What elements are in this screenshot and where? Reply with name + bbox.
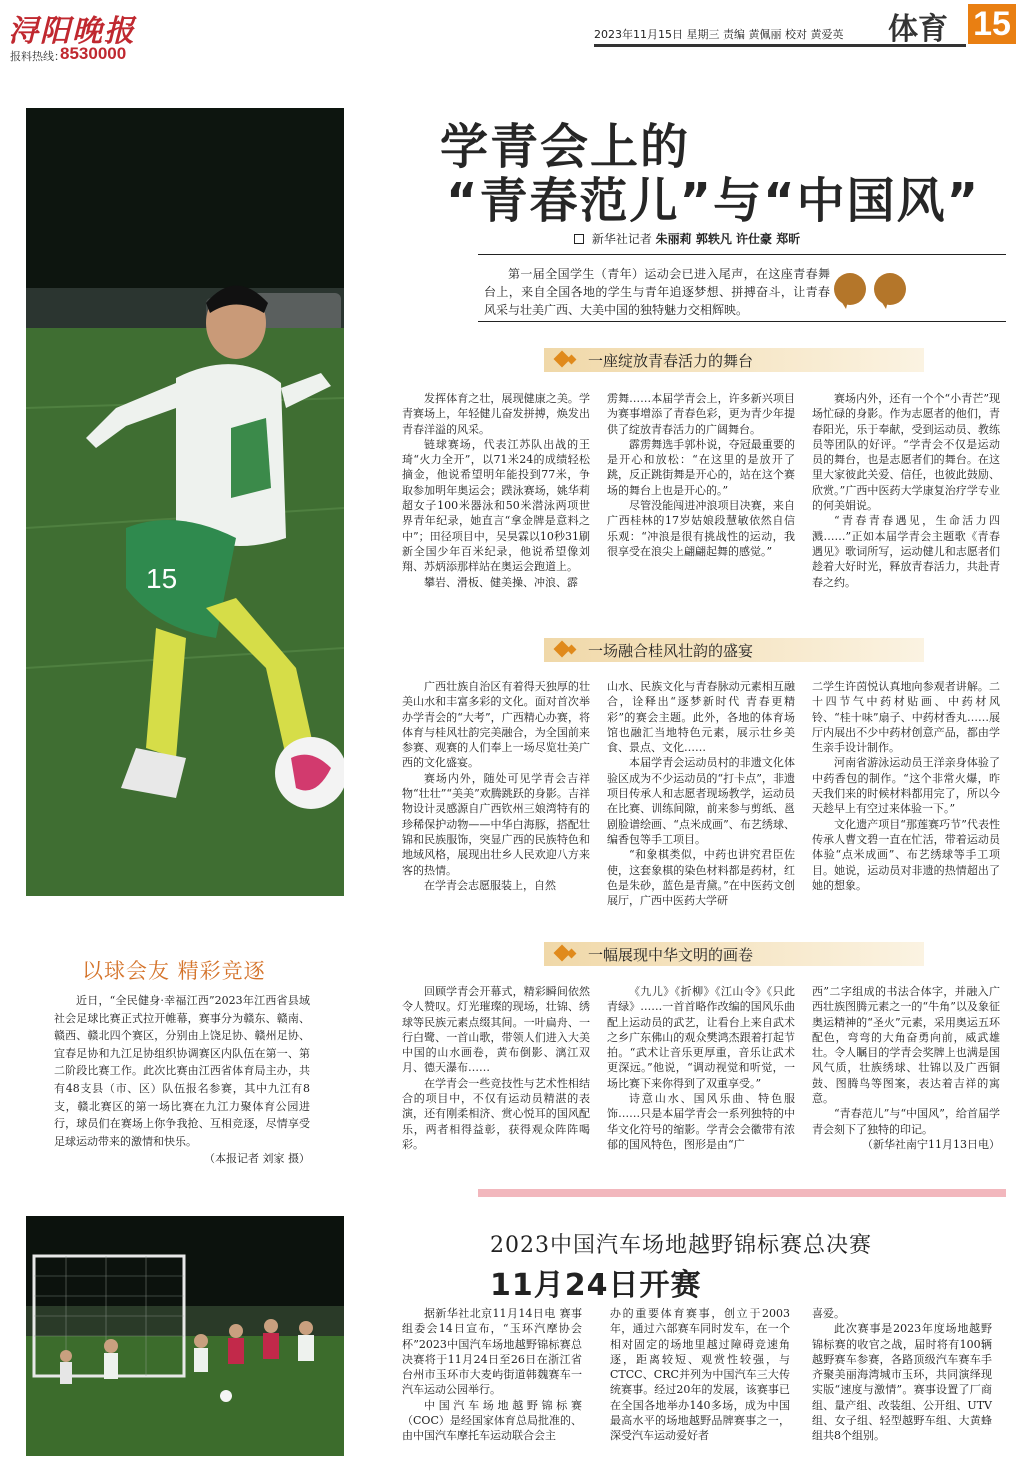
paragraph: 尽管没能闯进冲浪项目决赛，来自广西桂林的17岁姑娘段慧敏依然自信乐观：“冲浪是很有挑战性的运动，我很享受在浪尖上翩翩起舞的感觉。” bbox=[607, 499, 795, 558]
photo-caption-text bbox=[54, 992, 310, 1168]
paragraph: 霹雳舞选手郭朴说，夺冠最重要的是开心和放松：“在这里的是放开了跳，反正跳街舞是开心的，站在这个赛场的舞台上也是开心的。” bbox=[607, 437, 795, 497]
paragraph: 二学生许茵悦认真地向参观者讲解。二十四节气中药材贴画、中药材风铃、“桂十味”扇子、中药材香丸……展厅内展出不少中药材创意产品，都由学生亲手设计制作。 bbox=[812, 680, 1000, 755]
masthead-logo: 浔阳晚报 bbox=[8, 14, 136, 49]
section-header-2 bbox=[544, 638, 924, 662]
paragraph: 广西壮族自治区有着得天独厚的壮美山水和丰富多彩的文化。面对首次举办学青会的“大考”，广西精心办赛，将体育与桂风壮韵完美融合，为全国前来参赛、观赛的人们奉上一场尽览壮美广西的文化盛宴。 bbox=[402, 680, 590, 770]
photo-caption-title: 以球会友 精彩竞逐 bbox=[82, 959, 266, 983]
main-headline-line2: “青春范儿”与“中国风” bbox=[446, 173, 981, 229]
paragraph: 雳舞……本届学青会上，许多新兴项目为赛事增添了青春色彩，更为青少年提供了绽放青春活力的广阔舞台。 bbox=[607, 392, 795, 436]
section-header-1 bbox=[544, 348, 924, 372]
diamond-icon bbox=[567, 355, 577, 365]
section-title: 体育 bbox=[888, 12, 948, 47]
article2-headline-line2: 11月24日开赛 bbox=[490, 1268, 702, 1303]
paragraph: 《九儿》《折柳》《江山令》《只此青绿》……一首首略作改编的国风乐曲配上运动员的武艺，让看台上来自武术之乡广东佛山的观众樊鸿杰跟着打起节拍。“武术让音乐更厚重，音乐让武术更深远。”他说，“调动视觉和听觉，一场比赛下来你得到了双重享受。” bbox=[607, 985, 795, 1090]
caption-credit: （本报记者 刘家 摄） bbox=[204, 1152, 310, 1166]
photo-soccer-player bbox=[26, 108, 344, 896]
lead-paragraph: 第一届全国学生（青年）运动会已进入尾声，在这座青春舞台上，来自全国各地的学生与青年追逐梦想、拼搏奋斗，让青春风采与壮美广西、大美中国的独特魅力交相辉映。 bbox=[484, 267, 830, 317]
quote-mark-tail-icon bbox=[876, 293, 890, 309]
diamond-icon bbox=[567, 949, 577, 959]
quote-mark-tail-icon bbox=[836, 293, 850, 309]
a2-column-3 bbox=[812, 1306, 992, 1444]
paragraph: 办的重要体育赛事，创立于2003年，通过六部赛车同时发车，在一个相对固定的场地里越过障碍竞速角逐，距离较短、观赏性较强，与CTCC、CRC并列为中国汽车三大传统赛事。经过20年的发展，该赛事已在全国各地举办140多场，成为中国最高水平的场地越野品牌赛事之一，深受汽车运动爱好者 bbox=[610, 1307, 790, 1443]
paragraph: 文化遗产项目“那莲赛巧节”代表性传承人曹文碧一直在忙活，带着运动员体验“点米成画”、布艺绣球等手工项目。她说，运动员对非遗的热情超出了她的想象。 bbox=[812, 817, 1000, 892]
diamond-icon bbox=[567, 645, 577, 655]
byline-names: 朱丽莉 郭轶凡 许仕豪 郑昕 bbox=[655, 232, 801, 246]
byline-box-icon bbox=[574, 234, 584, 244]
editor-credits: 责编 黄佩丽 校对 黄爱英 bbox=[723, 28, 844, 41]
paragraph: 链球赛场，代表江苏队出战的王琦“火力全开”，以71米24的成绩轻松摘金，他说希望明年能投到77米，争取参加明年奥运会；蹼泳赛场，姚华莉超女子100米器泳和50米潜泳两项世界青年纪录，她直言“拿金牌是意料之中”；田径项目中，吴昊霖以10秒31刷新全国少年百米纪录，他说希望像刘翔、苏炳添那样站在奥运会跑道上。 bbox=[402, 437, 590, 574]
soccer-player-illustration bbox=[26, 108, 344, 896]
a2-column-2 bbox=[610, 1306, 790, 1444]
paragraph: “青春青春遇见，生命活力四溅……”正如本届学青会主题歌《青春遇见》歌词所写，运动健儿和志愿者们趁着大好时光，释放青春活力，共赴青春之约。 bbox=[812, 514, 1000, 589]
paragraph: 赛场内外，随处可见学青会吉祥物“壮壮”“美美”欢腾跳跃的身影。吉祥物设计灵感源自广西钦州三娘湾特有的珍稀保护动物——中华白海豚，搭配壮锦和民族服饰，突显广西的民族特色和地域风格，展现出壮乡人民欢迎八方来客的热情。 bbox=[402, 771, 590, 877]
article-divider bbox=[478, 1189, 1006, 1197]
paragraph: 喜爱。 bbox=[812, 1307, 845, 1320]
paragraph: 赛场内外，还有一个个“小青芒”现场忙碌的身影。作为志愿者的他们，青春阳光，乐于奉献，受到运动员、教练员等团队的好评。“学青会不仅是运动员的舞台，也是志愿者们的舞台。在这里大家彼此关爱、信任，也彼此鼓励、欣赏。”广西中医药大学康复治疗学专业的何美娟说。 bbox=[812, 392, 1000, 513]
paragraph: 发挥体育之壮，展现健康之美。学青赛场上，年轻健儿奋发拼搏，焕发出青春洋溢的风采。 bbox=[402, 392, 590, 436]
jersey-number: 15 bbox=[146, 563, 178, 594]
s2-column-2 bbox=[607, 679, 795, 908]
paragraph: 在学青会志愿服装上，自然 bbox=[424, 878, 556, 892]
hotline-label: 报料热线： bbox=[10, 50, 65, 63]
photo-soccer-match bbox=[26, 1216, 344, 1456]
paragraph: 河南省游泳运动员王洋亲身体验了中药香包的制作。“这个非常火爆，昨天我们来的时候材料都用完了，所以今天趁早上有空过来体验一下。” bbox=[812, 756, 1000, 816]
paragraph: “和象棋类似，中药也讲究君臣佐使，这套象棋的染色材料都是药材，红色是朱砂，蓝色是青黛。”在中医药文创展厅，广西中医药大学研 bbox=[607, 848, 795, 908]
issue-date: 2023年11月15日 星期三 bbox=[594, 28, 720, 41]
s2-column-1 bbox=[402, 679, 590, 893]
paragraph: 中国汽车场地越野锦标赛（COC）是经国家体育总局批准的、由中国汽车摩托车运动联合会主 bbox=[402, 1398, 582, 1443]
paragraph: 据新华社北京11月14日电 赛事组委会14日宣布，“玉环汽摩协会杯”2023中国汽车场地越野锦标赛总决赛将于11月24日至26日在浙江省台州市玉环市大麦屿街道韩魏赛车一汽车运动公园举行。 bbox=[402, 1307, 582, 1397]
s3-column-3 bbox=[812, 984, 1000, 1152]
paragraph: 攀岩、滑板、健美操、冲浪、霹 bbox=[424, 575, 578, 589]
paragraph: 本届学青会运动员村的非遗文化体验区成为不少运动员的“打卡点”，非遗项目传承人和志愿者现场教学，运动员在比赛、训练间隙，前来参与剪纸、邕剧脸谱绘画、“点米成画”、布艺绣球、编香包等手工项目。 bbox=[607, 756, 795, 846]
byline-prefix: 新华社记者 bbox=[591, 232, 652, 246]
s1-column-1 bbox=[402, 391, 590, 590]
paragraph: “青春范儿”与“中国风”，给首届学青会刻下了独特的印记。 bbox=[812, 1107, 1000, 1136]
a2-column-1 bbox=[402, 1306, 582, 1444]
page-number: 15 bbox=[968, 4, 1016, 44]
main-headline-line1: 学青会上的 bbox=[440, 119, 691, 175]
dateline: （新华社南宁11月13日电） bbox=[862, 1137, 1000, 1151]
section-title-3: 一幅展现中华文明的画卷 bbox=[588, 946, 754, 964]
header-date-editor bbox=[594, 26, 844, 42]
hotline-number: 8530000 bbox=[60, 44, 127, 63]
s1-column-3 bbox=[812, 391, 1000, 590]
section-title-1: 一座绽放青春活力的舞台 bbox=[588, 352, 754, 370]
paragraph: 西”二字组成的书法合体字，并融入广西壮族图腾元素之一的“牛角”以及象征奥运精神的“圣火”元素，采用奥运五环配色，弯弯的大角奋勇向前，威武雄壮。令人瞩目的学青会奖牌上也满是国风气质，壮族绣球、壮锦以及广西铜鼓、图腾鸟等图案，表达着吉祥的寓意。 bbox=[812, 985, 1000, 1106]
s1-column-2 bbox=[607, 391, 795, 559]
paragraph: 在学青会一些竞技性与艺术性相结合的项目中，不仅有运动员精湛的表演，还有刚柔相济、赏心悦耳的国风配乐，两者相得益彰，获得观众阵阵喝彩。 bbox=[402, 1076, 590, 1151]
paragraph: 此次赛事是2023年度场地越野锦标赛的收官之战，届时将有100辆越野赛车参赛，各路顶级汽车赛车手齐聚美丽海湾城市玉环，共同演绎现实版“速度与激情”。赛事设置了厂商组、量产组、改装组、公开组、UTV组、女子组、轻型越野车组、大黄蜂组共8个组别。 bbox=[812, 1322, 992, 1443]
section-header-3 bbox=[544, 942, 924, 966]
section-title-2: 一场融合桂风壮韵的盛宴 bbox=[588, 642, 754, 660]
article2-headline-line1: 2023中国汽车场地越野锦标赛总决赛 bbox=[490, 1233, 872, 1258]
paragraph: 山水、民族文化与青春脉动元素相互融合，诠释出“逐梦新时代 青春更精彩”的赛会主题。此外，各地的体育场馆也融汇当地特色元素，展示壮乡美食、景点、文化…… bbox=[607, 680, 795, 755]
s2-column-3 bbox=[812, 679, 1000, 893]
caption-body: 近日，“全民健身·幸福江西”2023年江西省县域社会足球比赛正式拉开帷幕，赛事分为赣东、赣南、赣西、赣北四个赛区，分别由上饶足协、赣州足协、宜春足协和九江足协组织协调赛区内队伍在第一、第二阶段比赛工作。此次比赛由江西省体育局主办，共有48支县（市、区）队伍报名参赛，其中九江有8支，赣北赛区的第一场比赛在九江力聚体育公园进行，球员们在赛场上你争我抢、互相竞逐，尽情享受足球运动带来的激情和快乐。 bbox=[54, 994, 310, 1148]
byline bbox=[574, 230, 800, 247]
s3-column-1 bbox=[402, 984, 590, 1152]
paragraph: 回顾学青会开幕式，精彩瞬间依然令人赞叹。灯光璀璨的现场，壮锦、绣球等民族元素点缀其间。一叶扁舟、一行白鹭、一首山歌，带领人们进入大美中国的山水画卷，黄布倒影、漓江双月、德天瀑布…… bbox=[402, 985, 590, 1075]
soccer-match-illustration bbox=[26, 1216, 344, 1456]
s3-column-2 bbox=[607, 984, 795, 1152]
paragraph: 诗意山水、国风乐曲、特色服饰……只是本届学青会一系列独特的中华文化符号的缩影。学青会会徽带有浓郁的国风特色，图形是由“广 bbox=[607, 1092, 795, 1151]
